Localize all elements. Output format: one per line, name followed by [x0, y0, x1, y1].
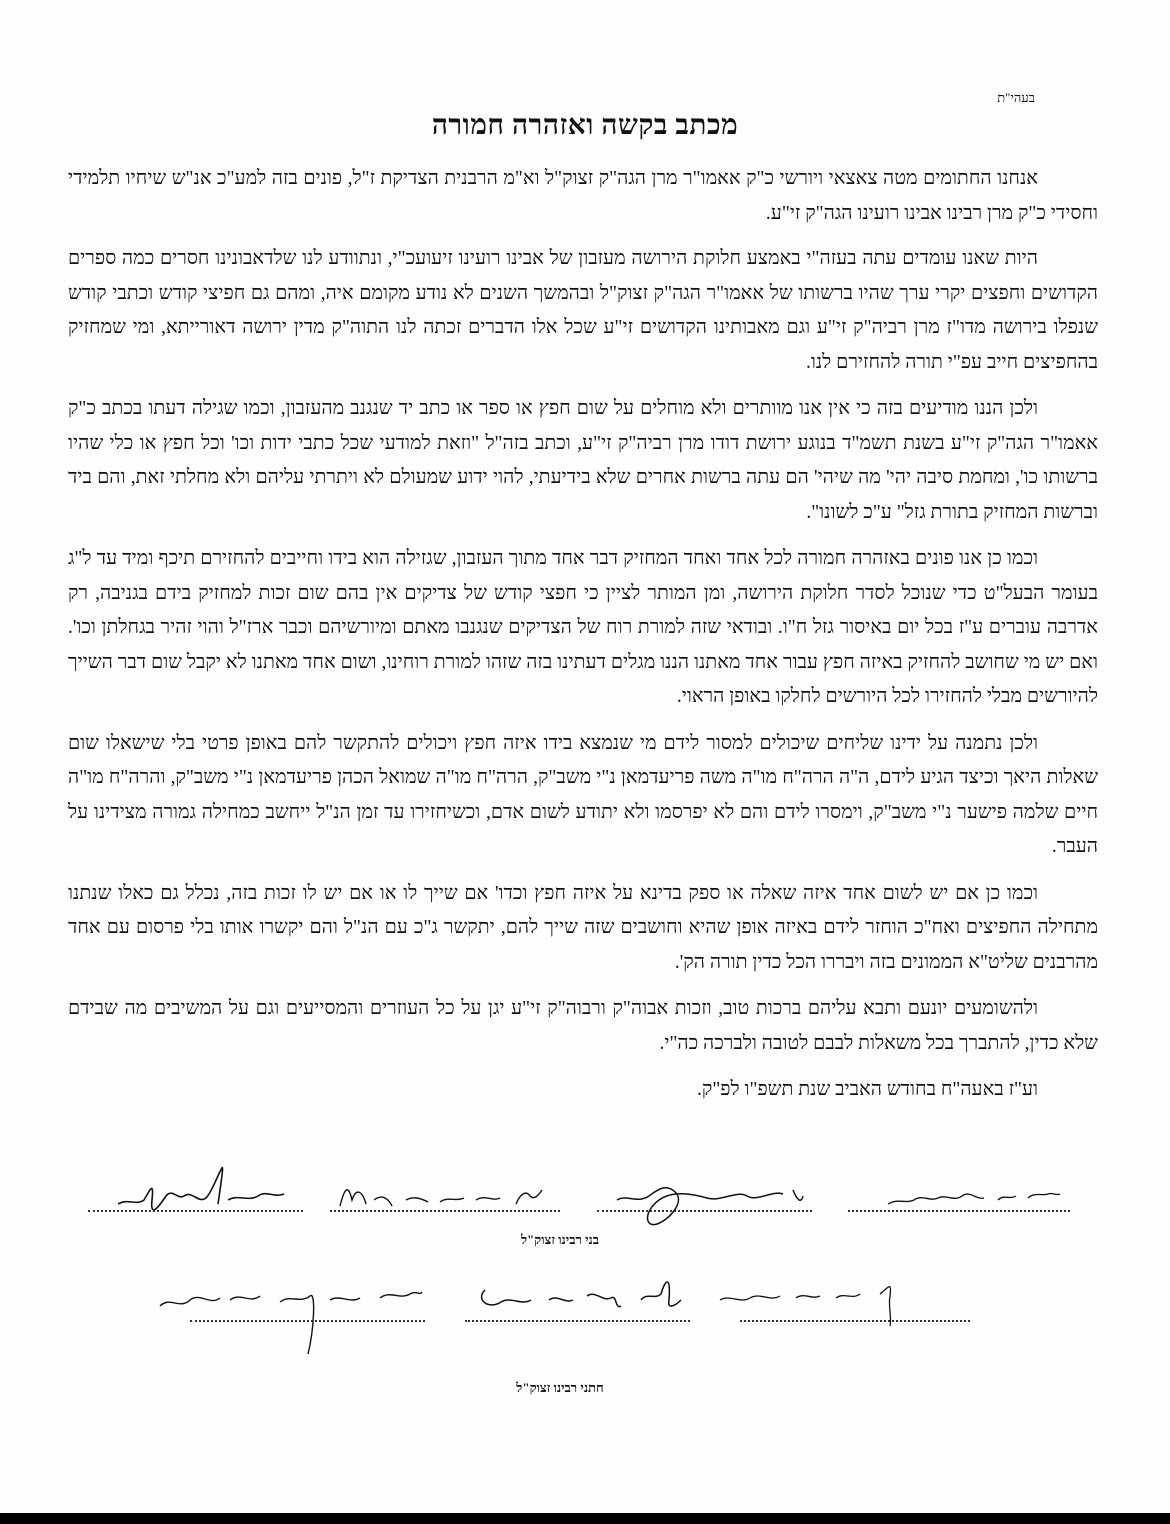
signature-6 — [465, 1270, 690, 1330]
signature-3 — [597, 1160, 812, 1220]
header-abbreviation: בעהי"ת — [997, 90, 1035, 105]
letter-body — [68, 162, 1098, 1120]
signatures-caption-sons-in-law: חתני רבינו זצוק"ל — [516, 1380, 604, 1395]
letter-title: מכתב בקשה ואזהרה חמורה — [431, 110, 739, 141]
handwritten-signature-icon — [465, 1270, 690, 1330]
handwritten-signature-icon — [190, 1270, 425, 1330]
signature-row-sons-in-law — [0, 1270, 1170, 1395]
handwritten-signature-icon — [848, 1160, 1070, 1220]
paragraph-inheritance: היות שאנו עומדים עתה בעזה"י באמצע חלוקת הירושה מעזבון של אבינו רועינו זיעועכ"י, ונתוודע לנו שלדאבונינו חסרים כמה ספרים הקדושים וחפצים יקרי ערך שהיו ברשותו של אאמו"ר הגה"ק זצוק"ל ובהמשך השנים לא נודע מקומם איה, ומהם גם חפיצי קודש וכתבי קודש שנפלו בירושה מדו"ז מרן רביה"ק זי"ע וגם מאבותינו הקדושים זי"ע שכל אלו הדברים זכתה לנו התוה"ק מדין ירושה דאורייתא, ומי שמחזיק בהחפיצים חייב עפ"י תורה להחזירם לנו. — [68, 248, 1098, 373]
signature-5 — [190, 1270, 425, 1330]
bottom-black-bar — [0, 1513, 1170, 1524]
signature-row-sons — [0, 1160, 1170, 1260]
paragraph-opening: אנחנו החתומים מטה צאצאי ויורשי כ"ק אאמו"ר מרן הגה"ק זצוק"ל וא"מ הרבנית הצדיקת ז"ל, פונים בזה למע"כ אנ"ש שיחיו תלמידי וחסידי כ"ק מרן רבינו אבינו רועינו הגה"ק זי"ע. — [68, 168, 1098, 224]
paragraph-warning: וכמו כן אנו פונים באזהרה חמורה לכל אחד ואחד המחזיק דבר אחד מתוך העזבון, שגזילה הוא בידו וחייבים להחזירם תיכף ומיד עד ל"ג בעומר הבעל"ט כדי שנוכל לסדר חלוקת הירושה, ומן המותר לציין כי חפצי קודש של צדיקים אין בהם שום זכות למחזיק בידם בגניבה, רק אדרבה עוברים ע"ז בכל יום באיסור גזל ח"ו. ובודאי שזה למורת רוח של הצדיקים שנגנבו מאתם ומיורשיהם וכבר ארז"ל והוי זהיר בגחלתן וכו'. ואם יש מי שחושב להחזיק באיזה חפץ עבור אחד מאתנו הננו מגלים דעתינו בזה שזהו למורת רוחינו, ושום אחד מאתנו לא יקבל שום דבר השייך להיורשים מבלי להחזירו לכל היורשים לחלקו באופן הראוי. — [68, 548, 1098, 707]
signature-4 — [848, 1160, 1070, 1220]
handwritten-signature-icon — [597, 1160, 812, 1220]
paragraph-notice: ולכן הננו מודיעים בזה כי אין אנו מוותרים ולא מוחלים על שום חפץ או ספר או כתב יד שנגנב מהעזבון, וכמו שגילה דעתו בכתב כ"ק אאמו"ר הגה"ק זי"ע בשנת תשמ"ד בנוגע ירושת דודו מרן רביה"ק זי"ע, וכתב בזה"ל "וזאת למודעי שכל כתבי ידות וכו' וכל חפץ או כלי שהיו ברשותו כו', ומחמת סיבה יהי' מה שיהי' הם עתה ברשות אחרים שלא בידיעתי, להוי ידוע שמעולם לא ויתרתי עליהם ולא מחלתי זאת, והם ביד וברשות המחזיק בתורת גזל" ע"כ לשונו". — [68, 398, 1098, 523]
signature-7 — [740, 1270, 970, 1330]
paragraph-blessing: ולהשומעים יונעם ותבא עליהם ברכות טוב, וזכות אבוה"ק ורבוה"ק זי"ע יגן על כל העוזרים והמסייעים וגם על המשיבים מה שבידם שלא כדין, להתברך בכל משאלות לבבם לטובה ולברכה כה"י. — [68, 998, 1098, 1054]
date-line: וע"ז באעה"ח בחודש האביב שנת תשפ"ו לפ"ק. — [697, 1079, 1038, 1100]
paragraph-agents: ולכן נתמנה על ידינו שליחים שיכולים למסור לידם מי שנמצא בידו איזה חפץ ויכולים להתקשר להם באופן פרטי בלי שישאלו שום שאלות היאך וכיצד הגיע לידם, ה"ה הרה"ח מו"ה משה פריעדמאן נ"י משב"ק, הרה"ח מו"ה שמואל הכהן פריעדמאן נ"י משב"ק, והרה"ח מו"ה חיים שלמה פישער נ"י משב"ק, וימסרו לידם והם לא יפרסמו ולא יתודע לשום אדם, וכשיחזירו עד זמן הנ"ל ייחשב כמחילה גמורה מצידינו על העבר. — [68, 732, 1098, 857]
handwritten-signature-icon — [740, 1270, 970, 1330]
handwritten-signature-icon — [330, 1160, 560, 1220]
signature-1 — [88, 1160, 303, 1220]
signatures-caption-sons: בני רבינו זצוק"ל — [520, 1232, 600, 1247]
handwritten-signature-icon — [88, 1160, 303, 1220]
signature-2 — [330, 1160, 560, 1220]
paragraph-questions: וכמו כן אם יש לשום אחד איזה שאלה או ספק בדינא על איזה חפץ וכדו' אם שייך לו או אם יש לו זכות בזה, נכלל גם כאלו שנתנו מתחילה החפיצים ואח"כ הוחזר לידם באיזה אופן שהיא וחושבים שזה שייך להם, יתקשר ג"כ עם הנ"ל והם יקשרו אותו בלי פרסום עם אחד מהרבנים שליט"א הממונים בזה ויבררו הכל כדין תורה הק'. — [68, 882, 1098, 973]
